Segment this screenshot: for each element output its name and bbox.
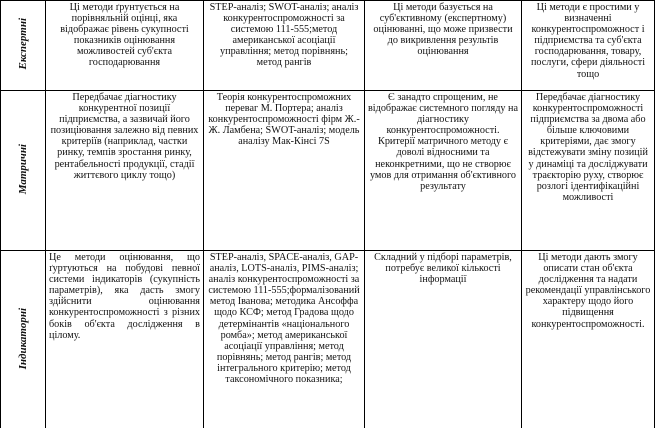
advantages-text: Ці методи є простими у визначенні конкурентоспроможност і підприємства та суб'єкта господарювання, товару, послуги, сфери діяльності тощо bbox=[530, 2, 646, 80]
methods-cell bbox=[204, 91, 365, 251]
table-row-indicator bbox=[1, 251, 655, 428]
essence-text: Передбачає діагностику конкурентної позиції підприємства, а зазвичай його позиціювання залежно від певних критеріїв (наприклад, частки ринку, темпів зростання ринку, рентабельності продукції, стадії життєвого циклу тощо) bbox=[50, 92, 199, 181]
disadvantages-text: Ці методи базується на суб'єктивному (експертному) оцінюванні, що може призвести до викривлення результів оцінювання bbox=[373, 2, 513, 58]
essence-cell bbox=[46, 91, 204, 251]
row-header-matrix: Матричні bbox=[17, 143, 29, 195]
essence-text: Це методи оцінювання, що ґуртуються на побудові певної системи індикаторів (сукупність параметрів), яка дасть змогу здійснити оцінювання конкурентоспроможності з різних боків об'єкта дослідження в цілому. bbox=[49, 252, 200, 341]
essence-text: Ці методи ґрунтується на порівняльній оцінці, яка відображає рівень сукупності показників оцінювання можливостей суб'єкта господарювання bbox=[60, 2, 189, 69]
disadvantages-cell bbox=[365, 1, 522, 91]
table-row-expert bbox=[1, 1, 655, 91]
advantages-text: Ці методи дають змогу описати стан об'єкта дослідження та надати рекомендації управлінського характеру щодо його підвищення конкурентоспроможності. bbox=[525, 252, 651, 330]
essence-cell bbox=[46, 251, 204, 428]
methods-text: Теорія конкурентоспроможних переваг М. Портера; аналіз конкурентоспроможності фірм Ж.-Ж. Ламбена; SWOT-аналіз; модель аналізу Мак-Кінсі 7S bbox=[208, 92, 360, 148]
disadvantages-text: Є занадто спрощеним, не відображає системного погляду на діагностику конкурентоспроможності. Критерії матричного методу є доволі відносними та неконкретними, що не створює умов для отримання об'єктивного результату bbox=[368, 92, 518, 192]
methods-cell bbox=[204, 1, 365, 91]
methods-text: STEP-аналіз; SWOT-аналіз; аналіз конкурентоспроможності за системою 111-555;метод американської асоціації управління; метод порівнянь; метод рангів bbox=[209, 2, 359, 69]
advantages-text: Передбачає діагностику конкурентоспроможності підприємства за двома або більше ключовими критеріями, дає змогу відстежувати зміну позицій у динаміці та досліджувати траєкторію руху, створює розлогі ідентифікаційні можливості bbox=[528, 92, 648, 203]
row-header-cell bbox=[1, 1, 46, 91]
disadvantages-cell bbox=[365, 251, 522, 428]
advantages-cell bbox=[522, 251, 655, 428]
methods-cell bbox=[204, 251, 365, 428]
table-row-matrix bbox=[1, 91, 655, 251]
methods-text: STEP-аналіз, SPACE-аналіз, GAP-аналіз, LOTS-аналіз, PIMS-аналіз; аналіз конкурентоспроможності за системою 111-555;формалізований метод Іванова; методика Ансоффа щодо КСФ; метод Градова щодо детермінантів «національного ромба»; метод американської асоціації управління; метод порівнянь; метод рангів; метод інтегрального критерію; метод таксономічного показника; bbox=[208, 252, 360, 386]
row-header-indicator: Індикаторні bbox=[17, 308, 29, 370]
advantages-cell bbox=[522, 91, 655, 251]
advantages-cell bbox=[522, 1, 655, 91]
essence-cell bbox=[46, 1, 204, 91]
disadvantages-cell bbox=[365, 91, 522, 251]
row-header-expert: Експертні bbox=[17, 18, 29, 70]
row-header-cell bbox=[1, 251, 46, 428]
disadvantages-text: Складний у підборі параметрів, потребує великої кількості інформації bbox=[374, 252, 512, 286]
row-header-cell bbox=[1, 91, 46, 251]
